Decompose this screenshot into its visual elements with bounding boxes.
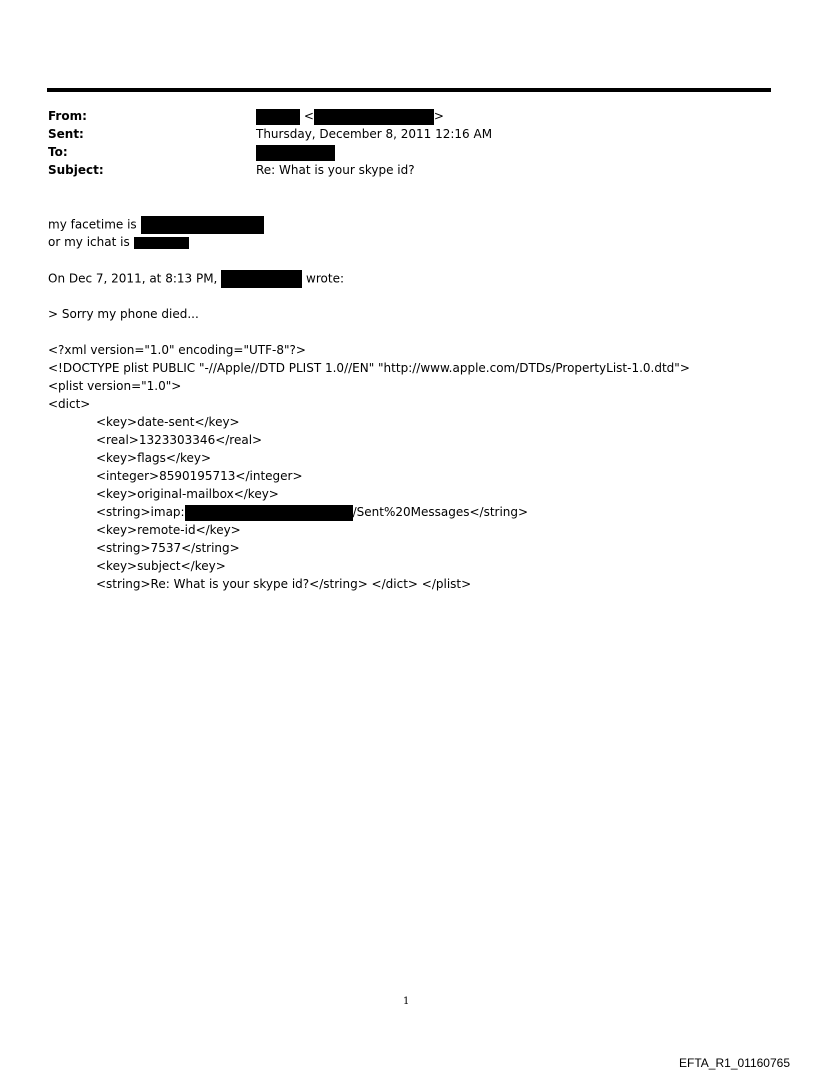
- page-number: 1: [403, 996, 410, 1007]
- subject-value: Re: What is your skype id?: [256, 163, 415, 177]
- imap-suffix: /Sent%20Messages</string>: [352, 505, 529, 519]
- redacted-sender-name: [256, 109, 300, 125]
- dict-open: <dict>: [48, 397, 91, 411]
- plist-line: <key>subject</key>: [96, 559, 226, 573]
- ichat-line: [48, 234, 189, 250]
- sent-label: Sent:: [48, 127, 84, 141]
- from-label: From:: [48, 109, 87, 123]
- xml-declaration: <?xml version="1.0" encoding="UTF-8"?>: [48, 343, 306, 357]
- sent-value: Thursday, December 8, 2011 12:16 AM: [256, 127, 493, 141]
- quoted-line: > Sorry my phone died...: [48, 307, 199, 321]
- facetime-line: [48, 216, 264, 234]
- doctype-line: <!DOCTYPE plist PUBLIC "-//Apple//DTD PLIST 1.0//EN" "http://www.apple.com/DTDs/PropertyList-1.0.dtd">: [48, 361, 690, 375]
- plist-line: <integer>8590195713</integer>: [96, 469, 303, 483]
- to-value: [256, 144, 335, 161]
- ichat-text: or my ichat is: [48, 235, 130, 249]
- plist-line: <string>Re: What is your skype id?</string> </dict> </plist>: [96, 577, 472, 591]
- plist-line: <string>7537</string>: [96, 541, 240, 555]
- plist-line: <key>original-mailbox</key>: [96, 487, 279, 501]
- plist-line: <key>date-sent</key>: [96, 415, 240, 429]
- plist-line: <key>remote-id</key>: [96, 523, 241, 537]
- redacted-ichat-id: [134, 237, 189, 249]
- redacted-facetime-id: [141, 216, 264, 234]
- bates-number: EFTA_R1_01160765: [679, 1056, 790, 1070]
- imap-line: [96, 504, 528, 521]
- imap-prefix: <string>imap:: [96, 505, 185, 519]
- reply-wrote-text: wrote:: [306, 271, 344, 286]
- redacted-imap-account: [185, 505, 353, 521]
- from-value: [256, 108, 444, 125]
- redacted-recipient: [256, 145, 335, 161]
- plist-line: <key>flags</key>: [96, 451, 212, 465]
- reply-intro-line: [48, 270, 344, 288]
- plist-line: <real>1323303346</real>: [96, 433, 263, 447]
- reply-intro-text: On Dec 7, 2011, at 8:13 PM,: [48, 271, 218, 286]
- header-rule: [47, 88, 771, 92]
- from-close-bracket: >: [433, 109, 444, 123]
- subject-label: Subject:: [48, 163, 104, 177]
- redacted-reply-sender: [221, 270, 302, 288]
- plist-open: <plist version="1.0">: [48, 379, 182, 393]
- from-open-bracket: <: [303, 109, 314, 123]
- to-label: To:: [48, 145, 68, 159]
- facetime-text: my facetime is: [48, 217, 137, 232]
- redacted-sender-email: [314, 109, 434, 125]
